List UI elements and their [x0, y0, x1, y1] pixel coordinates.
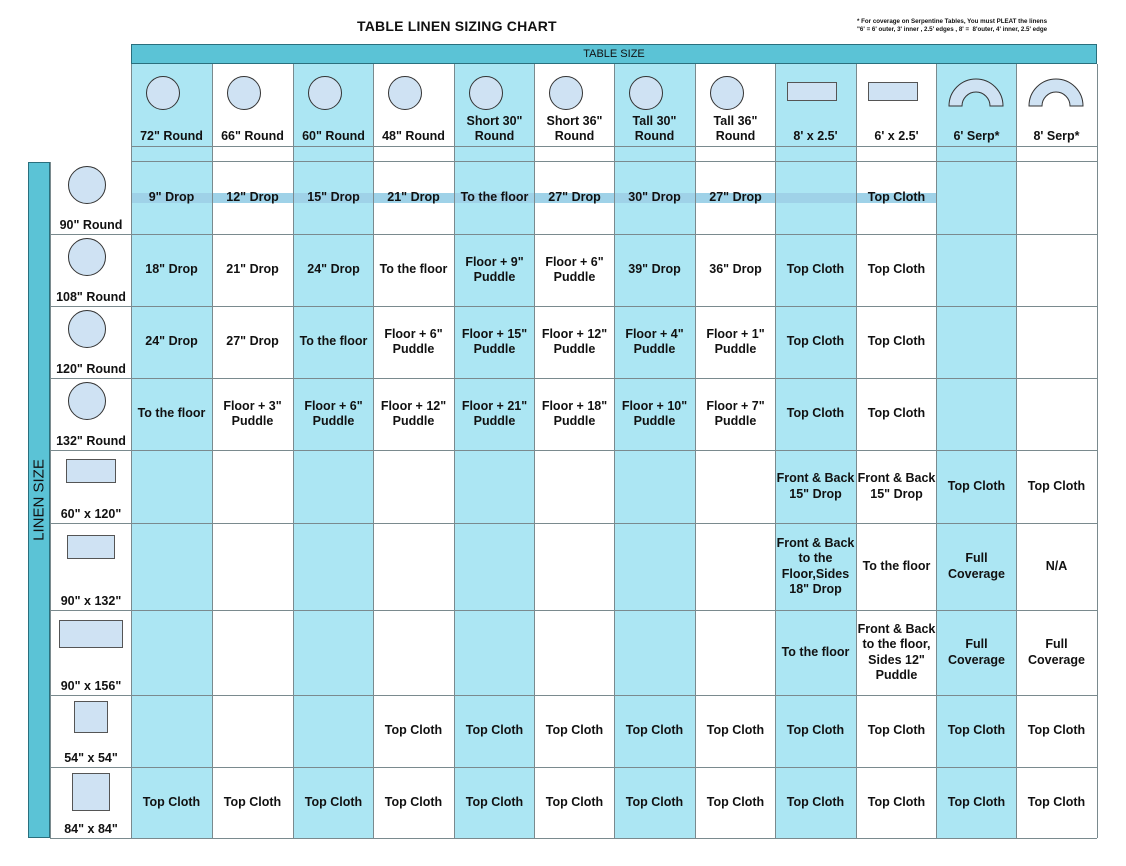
- fit-cell: [695, 610, 776, 695]
- table-size-label: 8' x 2.5': [793, 129, 838, 143]
- fit-cell: [131, 695, 212, 767]
- fit-cell: To the floor: [862, 558, 931, 573]
- rectangle-table-icon: [868, 82, 918, 101]
- fit-cell: Floor + 1" Puddle: [706, 326, 765, 356]
- table-size-column-header: [1016, 64, 1097, 146]
- fit-cell: To the floor: [137, 406, 206, 421]
- fit-cell: Floor + 6" Puddle: [304, 398, 363, 428]
- fit-cell: Top Cloth: [545, 723, 604, 738]
- chart-title: TABLE LINEN SIZING CHART: [357, 18, 557, 34]
- serpentine-table-icon: [946, 76, 1006, 108]
- rectangle-table-icon: [787, 82, 837, 101]
- fit-cell: [212, 695, 293, 767]
- fit-cell: [534, 450, 615, 523]
- fit-cell: Top Cloth: [384, 794, 443, 809]
- fit-cell: 36" Drop: [709, 262, 762, 277]
- fit-cell: [534, 610, 615, 695]
- fit-cell: [293, 610, 374, 695]
- fit-cell: Top Cloth: [786, 334, 845, 349]
- fit-cell: [936, 306, 1017, 378]
- linen-size-label: 90" Round: [59, 218, 123, 232]
- round-table-icon: [227, 76, 261, 110]
- fit-cell: [131, 610, 212, 695]
- fit-cell: [695, 523, 776, 610]
- round-table-icon: [549, 76, 583, 110]
- round-linen-icon: [68, 382, 106, 420]
- serpentine-table-icon: [1026, 76, 1086, 108]
- linen-size-label: 54" x 54": [64, 751, 118, 765]
- linen-size-row-header: [51, 610, 131, 695]
- table-size-column-header: [373, 64, 454, 146]
- fit-cell: Top Cloth: [465, 723, 524, 738]
- table-size-label: Tall 30" Round: [632, 114, 677, 143]
- table-size-label: 48" Round: [382, 129, 445, 143]
- table-size-column-header: [212, 64, 293, 146]
- linen-size-label: 60" x 120": [60, 507, 122, 521]
- table-size-column-header: [534, 64, 615, 146]
- table-size-label: Tall 36" Round: [713, 114, 758, 143]
- round-table-icon: [388, 76, 422, 110]
- fit-cell: Floor + 12" Puddle: [380, 398, 447, 428]
- fit-cell: Top Cloth: [867, 794, 926, 809]
- fit-cell: Top Cloth: [1027, 478, 1086, 493]
- fit-cell: Floor + 21" Puddle: [461, 398, 528, 428]
- table-size-header: TABLE SIZE: [131, 44, 1097, 64]
- round-table-icon: [146, 76, 180, 110]
- fit-cell: To the floor: [781, 644, 850, 659]
- linen-size-header: [28, 162, 50, 838]
- fit-cell: Top Cloth: [545, 794, 604, 809]
- fit-cell: Top Cloth: [947, 723, 1006, 738]
- rectangle-linen-icon: [67, 535, 115, 559]
- fit-cell: Floor + 9" Puddle: [465, 254, 524, 284]
- fit-cell: Full Coverage: [948, 637, 1005, 667]
- table-size-label: Short 30" Round: [466, 114, 523, 143]
- fit-cell: 18" Drop: [145, 262, 198, 277]
- fit-cell: Top Cloth: [706, 794, 765, 809]
- fit-cell: Top Cloth: [867, 262, 926, 277]
- fit-cell: Floor + 18" Puddle: [541, 398, 608, 428]
- fit-cell: Floor + 6" Puddle: [545, 254, 604, 284]
- fit-cell: Floor + 12" Puddle: [541, 326, 608, 356]
- fit-cell: [614, 610, 695, 695]
- fit-cell: 24" Drop: [307, 262, 360, 277]
- fit-cell: Top Cloth: [706, 723, 765, 738]
- linen-size-row-header: [51, 234, 131, 306]
- fit-cell: Top Cloth: [1027, 723, 1086, 738]
- round-linen-icon: [68, 238, 106, 276]
- round-linen-icon: [68, 310, 106, 348]
- fit-cell: [454, 450, 535, 523]
- fit-cell: Top Cloth: [625, 794, 684, 809]
- table-size-column-header: [856, 64, 937, 146]
- fit-cell: [373, 610, 454, 695]
- fit-cell: [534, 523, 615, 610]
- linen-size-row-header: [51, 162, 131, 234]
- fit-cell: [1016, 162, 1097, 234]
- fit-cell: Top Cloth: [867, 406, 926, 421]
- fit-cell: [1016, 306, 1097, 378]
- linen-size-row-header: [51, 450, 131, 523]
- fit-cell: 24" Drop: [145, 334, 198, 349]
- fit-cell: Top Cloth: [223, 794, 282, 809]
- rectangle-linen-icon: [66, 459, 116, 483]
- round-linen-icon: [68, 166, 106, 204]
- linen-size-label: 90" x 156": [60, 679, 122, 693]
- fit-cell: Front & Back to the Floor,Sides 18" Drop: [776, 535, 855, 596]
- fit-cell: Top Cloth: [1027, 794, 1086, 809]
- linen-size-row-header: [51, 695, 131, 767]
- linen-size-row-header: [51, 306, 131, 378]
- fit-cell: 27" Drop: [226, 334, 279, 349]
- fit-cell: [775, 162, 856, 234]
- fit-cell: Top Cloth: [625, 723, 684, 738]
- fit-cell: [373, 450, 454, 523]
- table-size-column-header: [131, 64, 212, 146]
- fit-cell: Floor + 7" Puddle: [706, 398, 765, 428]
- fit-cell: Floor + 3" Puddle: [223, 398, 282, 428]
- fit-cell: Top Cloth: [465, 794, 524, 809]
- fit-cell: Top Cloth: [947, 794, 1006, 809]
- fit-cell: Top Cloth: [786, 406, 845, 421]
- fit-cell: [936, 162, 1017, 234]
- table-size-label: 72" Round: [140, 129, 203, 143]
- fit-cell: 30" Drop: [628, 190, 681, 205]
- fit-cell: Floor + 15" Puddle: [461, 326, 528, 356]
- grid-row-line: [50, 838, 1097, 839]
- fit-cell: Top Cloth: [867, 334, 926, 349]
- fit-cell: Front & Back to the floor, Sides 12" Puddle: [857, 621, 936, 682]
- square-linen-icon: [72, 773, 110, 811]
- round-table-icon: [710, 76, 744, 110]
- fit-cell: [614, 450, 695, 523]
- linen-size-row-header: [51, 523, 131, 610]
- fit-cell: [131, 523, 212, 610]
- table-size-label: 6' Serp*: [953, 129, 1000, 143]
- fit-cell: [454, 610, 535, 695]
- fit-cell: [373, 523, 454, 610]
- fit-cell: 21" Drop: [226, 262, 279, 277]
- fit-cell: 15" Drop: [307, 190, 360, 205]
- fit-cell: 12" Drop: [226, 190, 279, 205]
- linen-size-label: 120" Round: [56, 362, 126, 376]
- fit-cell: [1016, 378, 1097, 450]
- fit-cell: Top Cloth: [786, 262, 845, 277]
- serpentine-note: * For coverage on Serpentine Tables, You must PLEAT the linens "6' = 6' outer, 3' inner , 2.5' edges , 8' = 8'outer, 4' inner, 2.5' edge: [857, 18, 1048, 33]
- fit-cell: 9" Drop: [148, 190, 195, 205]
- table-size-label: 8' Serp*: [1033, 129, 1080, 143]
- table-size-label: 66" Round: [221, 129, 284, 143]
- fit-cell: Full Coverage: [948, 551, 1005, 581]
- fit-cell: Top Cloth: [304, 794, 363, 809]
- fit-cell: [293, 523, 374, 610]
- table-size-column-header: [614, 64, 695, 146]
- fit-cell: [212, 610, 293, 695]
- fit-cell: To the floor: [299, 334, 368, 349]
- linen-size-label: 108" Round: [56, 290, 126, 304]
- linen-size-label: 132" Round: [56, 434, 126, 448]
- grid-column-line: [1097, 64, 1098, 838]
- linen-size-label: 84" x 84": [64, 822, 118, 836]
- fit-cell: Top Cloth: [947, 478, 1006, 493]
- table-size-column-header: [695, 64, 776, 146]
- fit-cell: Front & Back 15" Drop: [857, 471, 936, 501]
- fit-cell: [293, 695, 374, 767]
- round-table-icon: [308, 76, 342, 110]
- fit-cell: Front & Back 15" Drop: [776, 471, 855, 501]
- fit-cell: Floor + 10" Puddle: [621, 398, 688, 428]
- table-size-column-header: [775, 64, 856, 146]
- table-size-column-header: [293, 64, 374, 146]
- fit-cell: [131, 450, 212, 523]
- round-table-icon: [629, 76, 663, 110]
- rectangle-linen-icon: [59, 620, 123, 648]
- linen-size-label: 90" x 132": [60, 594, 122, 608]
- table-size-column-header: [454, 64, 535, 146]
- fit-cell: [936, 234, 1017, 306]
- fit-cell: Top Cloth: [867, 723, 926, 738]
- fit-cell: [1016, 234, 1097, 306]
- linen-size-row-header: [51, 767, 131, 838]
- table-size-label: 60" Round: [302, 129, 365, 143]
- fit-cell: Top Cloth: [142, 794, 201, 809]
- fit-cell: To the floor: [379, 262, 448, 277]
- round-table-icon: [469, 76, 503, 110]
- fit-cell: To the floor: [460, 190, 529, 205]
- fit-cell: Top Cloth: [384, 723, 443, 738]
- fit-cell: [454, 523, 535, 610]
- fit-cell: Floor + 6" Puddle: [384, 326, 443, 356]
- fit-cell: [936, 378, 1017, 450]
- fit-cell: [695, 450, 776, 523]
- fit-cell: Floor + 4" Puddle: [625, 326, 684, 356]
- fit-cell: Full Coverage: [1028, 637, 1085, 667]
- fit-cell: [293, 450, 374, 523]
- linen-size-row-header: [51, 378, 131, 450]
- fit-cell: 27" Drop: [548, 190, 601, 205]
- table-size-label: Short 36" Round: [546, 114, 603, 143]
- fit-cell: Top Cloth: [786, 723, 845, 738]
- fit-cell: [614, 523, 695, 610]
- fit-cell: Top Cloth: [867, 190, 926, 205]
- table-size-label: 6' x 2.5': [874, 129, 919, 143]
- fit-cell: Top Cloth: [786, 794, 845, 809]
- grid-row-line: [131, 146, 1097, 147]
- fit-cell: N/A: [1045, 558, 1068, 573]
- fit-cell: [212, 450, 293, 523]
- fit-cell: [212, 523, 293, 610]
- fit-cell: 39" Drop: [628, 262, 681, 277]
- fit-cell: 27" Drop: [709, 190, 762, 205]
- square-linen-icon: [74, 701, 108, 733]
- fit-cell: 21" Drop: [387, 190, 440, 205]
- table-size-column-header: [936, 64, 1017, 146]
- linen-size-label: LINEN SIZE: [30, 459, 48, 541]
